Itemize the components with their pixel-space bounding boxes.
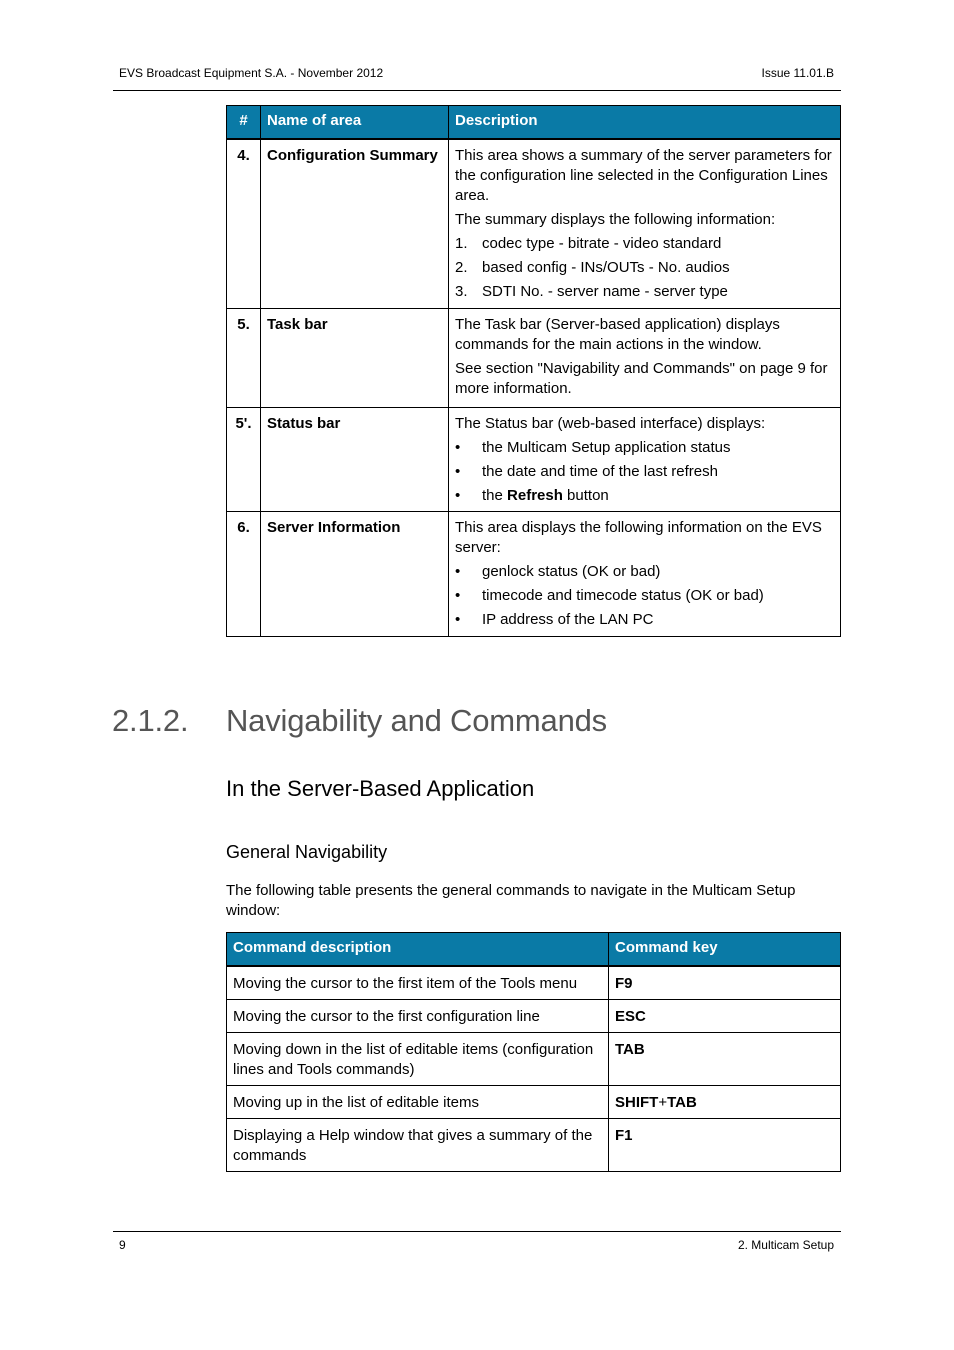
table-row [227,408,841,512]
description-paragraph: The Task bar (Server-based application) displays commands for the main actions in the window. [455,316,780,353]
table-row [227,512,841,637]
list-text: the date and time of the last refresh [482,463,718,480]
table-row [227,999,841,1032]
description-paragraph: This area shows a summary of the server parameters for the configuration line selected in the Configuration Lines area. [455,146,832,204]
command-key: F1 [609,1118,841,1171]
row-description [449,408,841,512]
list-text: IP address of the LAN PC [482,611,654,628]
command-description: Displaying a Help window that gives a summary of the commands [227,1118,609,1171]
list-text-post: button [562,487,609,504]
col-command-key: Command key [609,933,841,966]
command-description: Moving the cursor to the first configuration line [227,999,609,1032]
intro-paragraph: The following table presents the general commands to navigate in the Multicam Setup window: [226,882,796,919]
row-area-name: Task bar [261,309,449,408]
command-description: Moving up in the list of editable items [227,1085,609,1118]
bullet-marker: • [455,563,461,580]
list-marker: 1. [455,234,468,252]
section-number: 2.1.2. [112,703,189,738]
command-key: ESC [609,999,841,1032]
row-area-name: Status bar [261,408,449,512]
row-area-name: Configuration Summary [261,139,449,309]
description-paragraph: The Status bar (web-based interface) displays: [455,415,766,432]
chapter-name: 2. Multicam Setup [737,1238,834,1252]
col-name: Name of area [261,106,449,139]
col-num: # [227,106,261,139]
commands-table-header [227,933,841,966]
table-row [227,1032,841,1085]
list-item [455,234,834,254]
header-left-text: EVS Broadcast Equipment S.A. - November 2012 [119,66,384,80]
description-paragraph: See section "Navigability and Commands" on page 9 for more information. [455,360,828,397]
list-item [455,282,834,302]
col-description: Description [449,106,841,139]
row-description [449,309,841,408]
command-key [609,1085,841,1118]
header-issue: Issue 11.01.B [761,66,834,80]
page-number: 9 [119,1238,126,1252]
description-paragraph: This area displays the following information on the EVS server: [455,519,822,556]
section-title: Navigability and Commands [226,703,607,738]
command-description: Moving down in the list of editable items (configuration lines and Tools commands) [227,1032,609,1085]
bullet-marker: • [455,587,461,604]
subsubsection-heading: General Navigability [226,842,388,862]
areas-table [226,105,841,637]
list-item [455,610,834,630]
row-number: 4. [227,139,261,309]
list-text: the Multicam Setup application status [482,439,731,456]
list-marker: 3. [455,282,468,300]
list-item [455,486,834,506]
table-row [227,139,841,309]
list-text: codec type - bitrate - video standard [482,234,722,252]
bullet-marker: • [455,611,461,628]
row-area-name: Server Information [261,512,449,637]
bullet-marker: • [455,439,461,456]
bullet-marker: • [455,463,461,480]
list-item [455,586,834,606]
key-tab: TAB [667,1093,697,1111]
row-number: 6. [227,512,261,637]
command-key: TAB [609,1032,841,1085]
key-shift: SHIFT [615,1093,659,1111]
list-marker: 2. [455,258,468,276]
col-command-description: Command description [227,933,609,966]
list-item [455,258,834,278]
bullet-marker: • [455,487,461,504]
list-text: based config - INs/OUTs - No. audios [482,258,730,276]
list-text: timecode and timecode status (OK or bad) [482,587,764,604]
command-key: F9 [609,966,841,1000]
description-paragraph: The summary displays the following information: [455,210,776,228]
header-rule [113,90,841,91]
table-row [227,1085,841,1118]
list-item [455,462,834,482]
row-number: 5. [227,309,261,408]
list-text: genlock status (OK or bad) [482,563,661,580]
row-description [449,139,841,309]
table-row [227,966,841,1000]
commands-table [226,932,841,1172]
key-plus: + [658,1093,668,1111]
list-text: SDTI No. - server name - server type [482,282,728,300]
list-text-pre: the [482,487,508,504]
subsection-heading: In the Server-Based Application [226,776,535,801]
section-heading [112,701,607,741]
table-row [227,309,841,408]
list-item [455,562,834,582]
list-item [455,438,834,458]
row-description [449,512,841,637]
table-row [227,1118,841,1171]
footer-rule [113,1231,841,1232]
command-description: Moving the cursor to the first item of the Tools menu [227,966,609,1000]
row-number: 5'. [227,408,261,512]
areas-table-header [227,106,841,139]
refresh-button-label: Refresh [507,487,563,504]
